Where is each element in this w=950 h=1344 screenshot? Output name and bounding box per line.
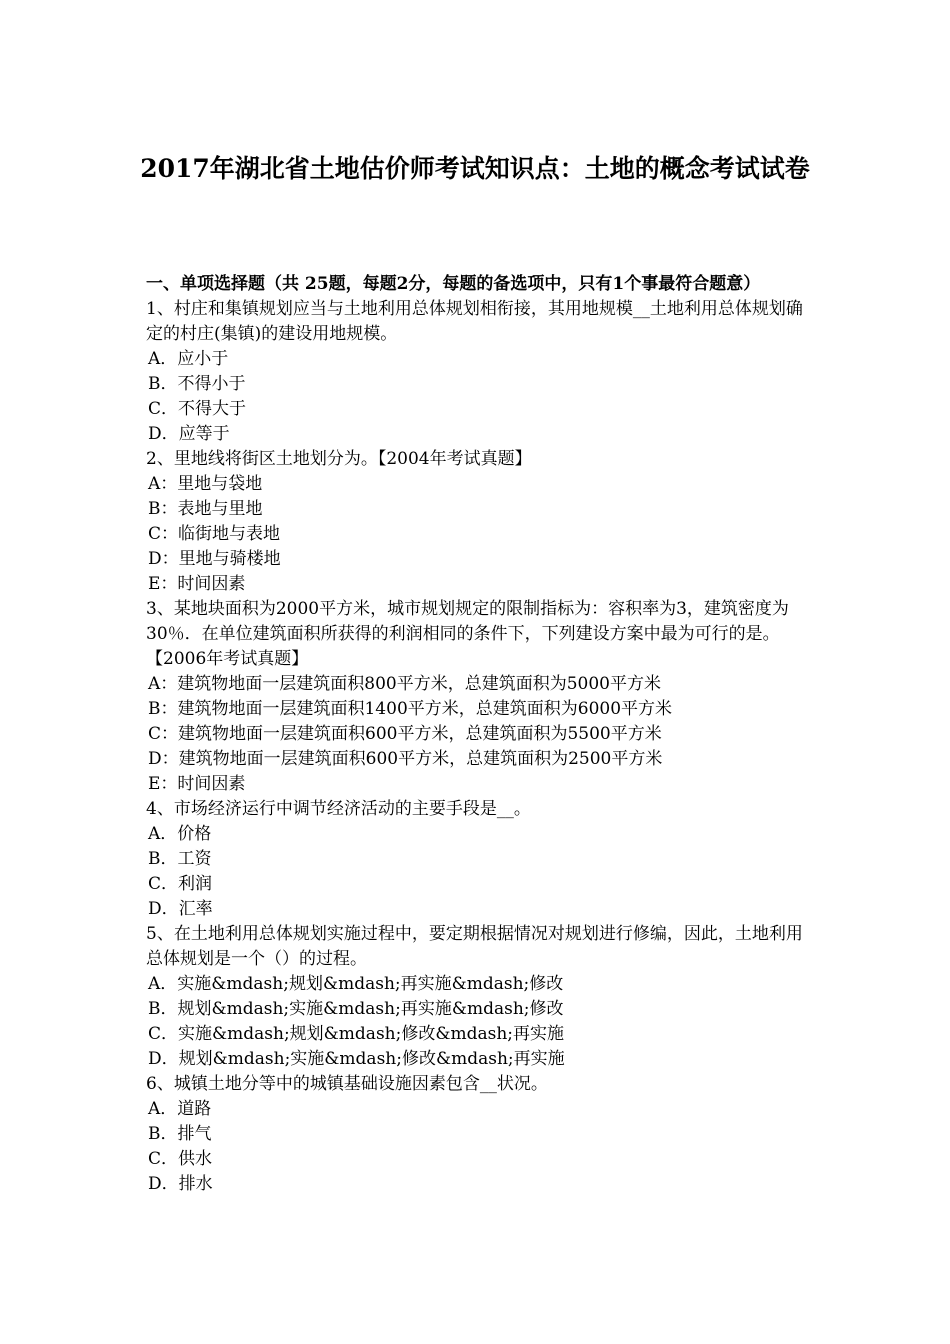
option-list [146, 1097, 816, 1197]
option-item: D：里地与骑楼地 [148, 549, 281, 569]
option-item: D：建筑物地面一层建筑面积600平方米，总建筑面积为2500平方米 [148, 749, 663, 769]
option-item: C．实施&mdash;规划&mdash;修改&mdash;再实施 [148, 1024, 565, 1044]
option-item: E：时间因素 [148, 774, 246, 794]
option-item: A．价格 [148, 824, 212, 844]
option-item: E：时间因素 [148, 574, 246, 594]
question-block-2 [146, 447, 816, 597]
option-item: A．道路 [148, 1099, 212, 1119]
question-stem: 3、某地块面积为2000平方米，城市规划规定的限制指标为：容积率为3，建筑密度为30％．在单位建筑面积所获得的利润相同的条件下，下列建设方案中最为可行的是。【2006年考试真题】 [146, 599, 789, 669]
option-item: A．应小于 [148, 349, 229, 369]
question-stem: 5、在土地利用总体规划实施过程中，要定期根据情况对规划进行修编，因此，土地利用总体规划是一个（）的过程。 [146, 924, 803, 969]
document-body [146, 272, 816, 1197]
document-title: 2017年湖北省土地估价师考试知识点：土地的概念考试试卷 [140, 154, 810, 183]
option-item: B．工资 [148, 849, 212, 869]
question-stem: 2、里地线将街区土地划分为。【2004年考试真题】 [146, 449, 532, 469]
option-item: A：里地与袋地 [148, 474, 263, 494]
question-stem: 4、市场经济运行中调节经济活动的主要手段是__。 [146, 799, 531, 819]
option-item: B．不得小于 [148, 374, 246, 394]
question-block-3 [146, 597, 816, 797]
option-list [146, 472, 816, 597]
question-block-4 [146, 797, 816, 922]
option-item: C．不得大于 [148, 399, 247, 419]
option-item: B：表地与里地 [148, 499, 263, 519]
option-item: B．排气 [148, 1124, 212, 1144]
section-heading: 一、单项选择题（共 25题，每题2分，每题的备选项中，只有1个事最符合题意） [146, 274, 761, 294]
option-list [146, 972, 816, 1072]
question-block-5 [146, 922, 816, 1072]
question-block-1 [146, 297, 816, 447]
option-item: B．规划&mdash;实施&mdash;再实施&mdash;修改 [148, 999, 564, 1019]
option-item: D．应等于 [148, 424, 230, 444]
option-list [146, 347, 816, 447]
option-item: A：建筑物地面一层建筑面积800平方米，总建筑面积为5000平方米 [148, 674, 661, 694]
option-item: C：建筑物地面一层建筑面积600平方米，总建筑面积为5500平方米 [148, 724, 662, 744]
option-item: A．实施&mdash;规划&mdash;再实施&mdash;修改 [148, 974, 564, 994]
option-list [146, 672, 816, 797]
option-item: C．供水 [148, 1149, 213, 1169]
option-item: C．利润 [148, 874, 213, 894]
option-item: B：建筑物地面一层建筑面积1400平方米，总建筑面积为6000平方米 [148, 699, 673, 719]
option-item: D．汇率 [148, 899, 213, 919]
option-item: D．规划&mdash;实施&mdash;修改&mdash;再实施 [148, 1049, 565, 1069]
option-item: D．排水 [148, 1174, 213, 1194]
question-stem: 6、城镇土地分等中的城镇基础设施因素包含__状况。 [146, 1074, 548, 1094]
question-stem: 1、村庄和集镇规划应当与土地利用总体规划相衔接，其用地规模__土地利用总体规划确定的村庄(集镇)的建设用地规模。 [146, 299, 803, 344]
option-list [146, 822, 816, 922]
option-item: C：临街地与表地 [148, 524, 281, 544]
question-block-6 [146, 1072, 816, 1197]
